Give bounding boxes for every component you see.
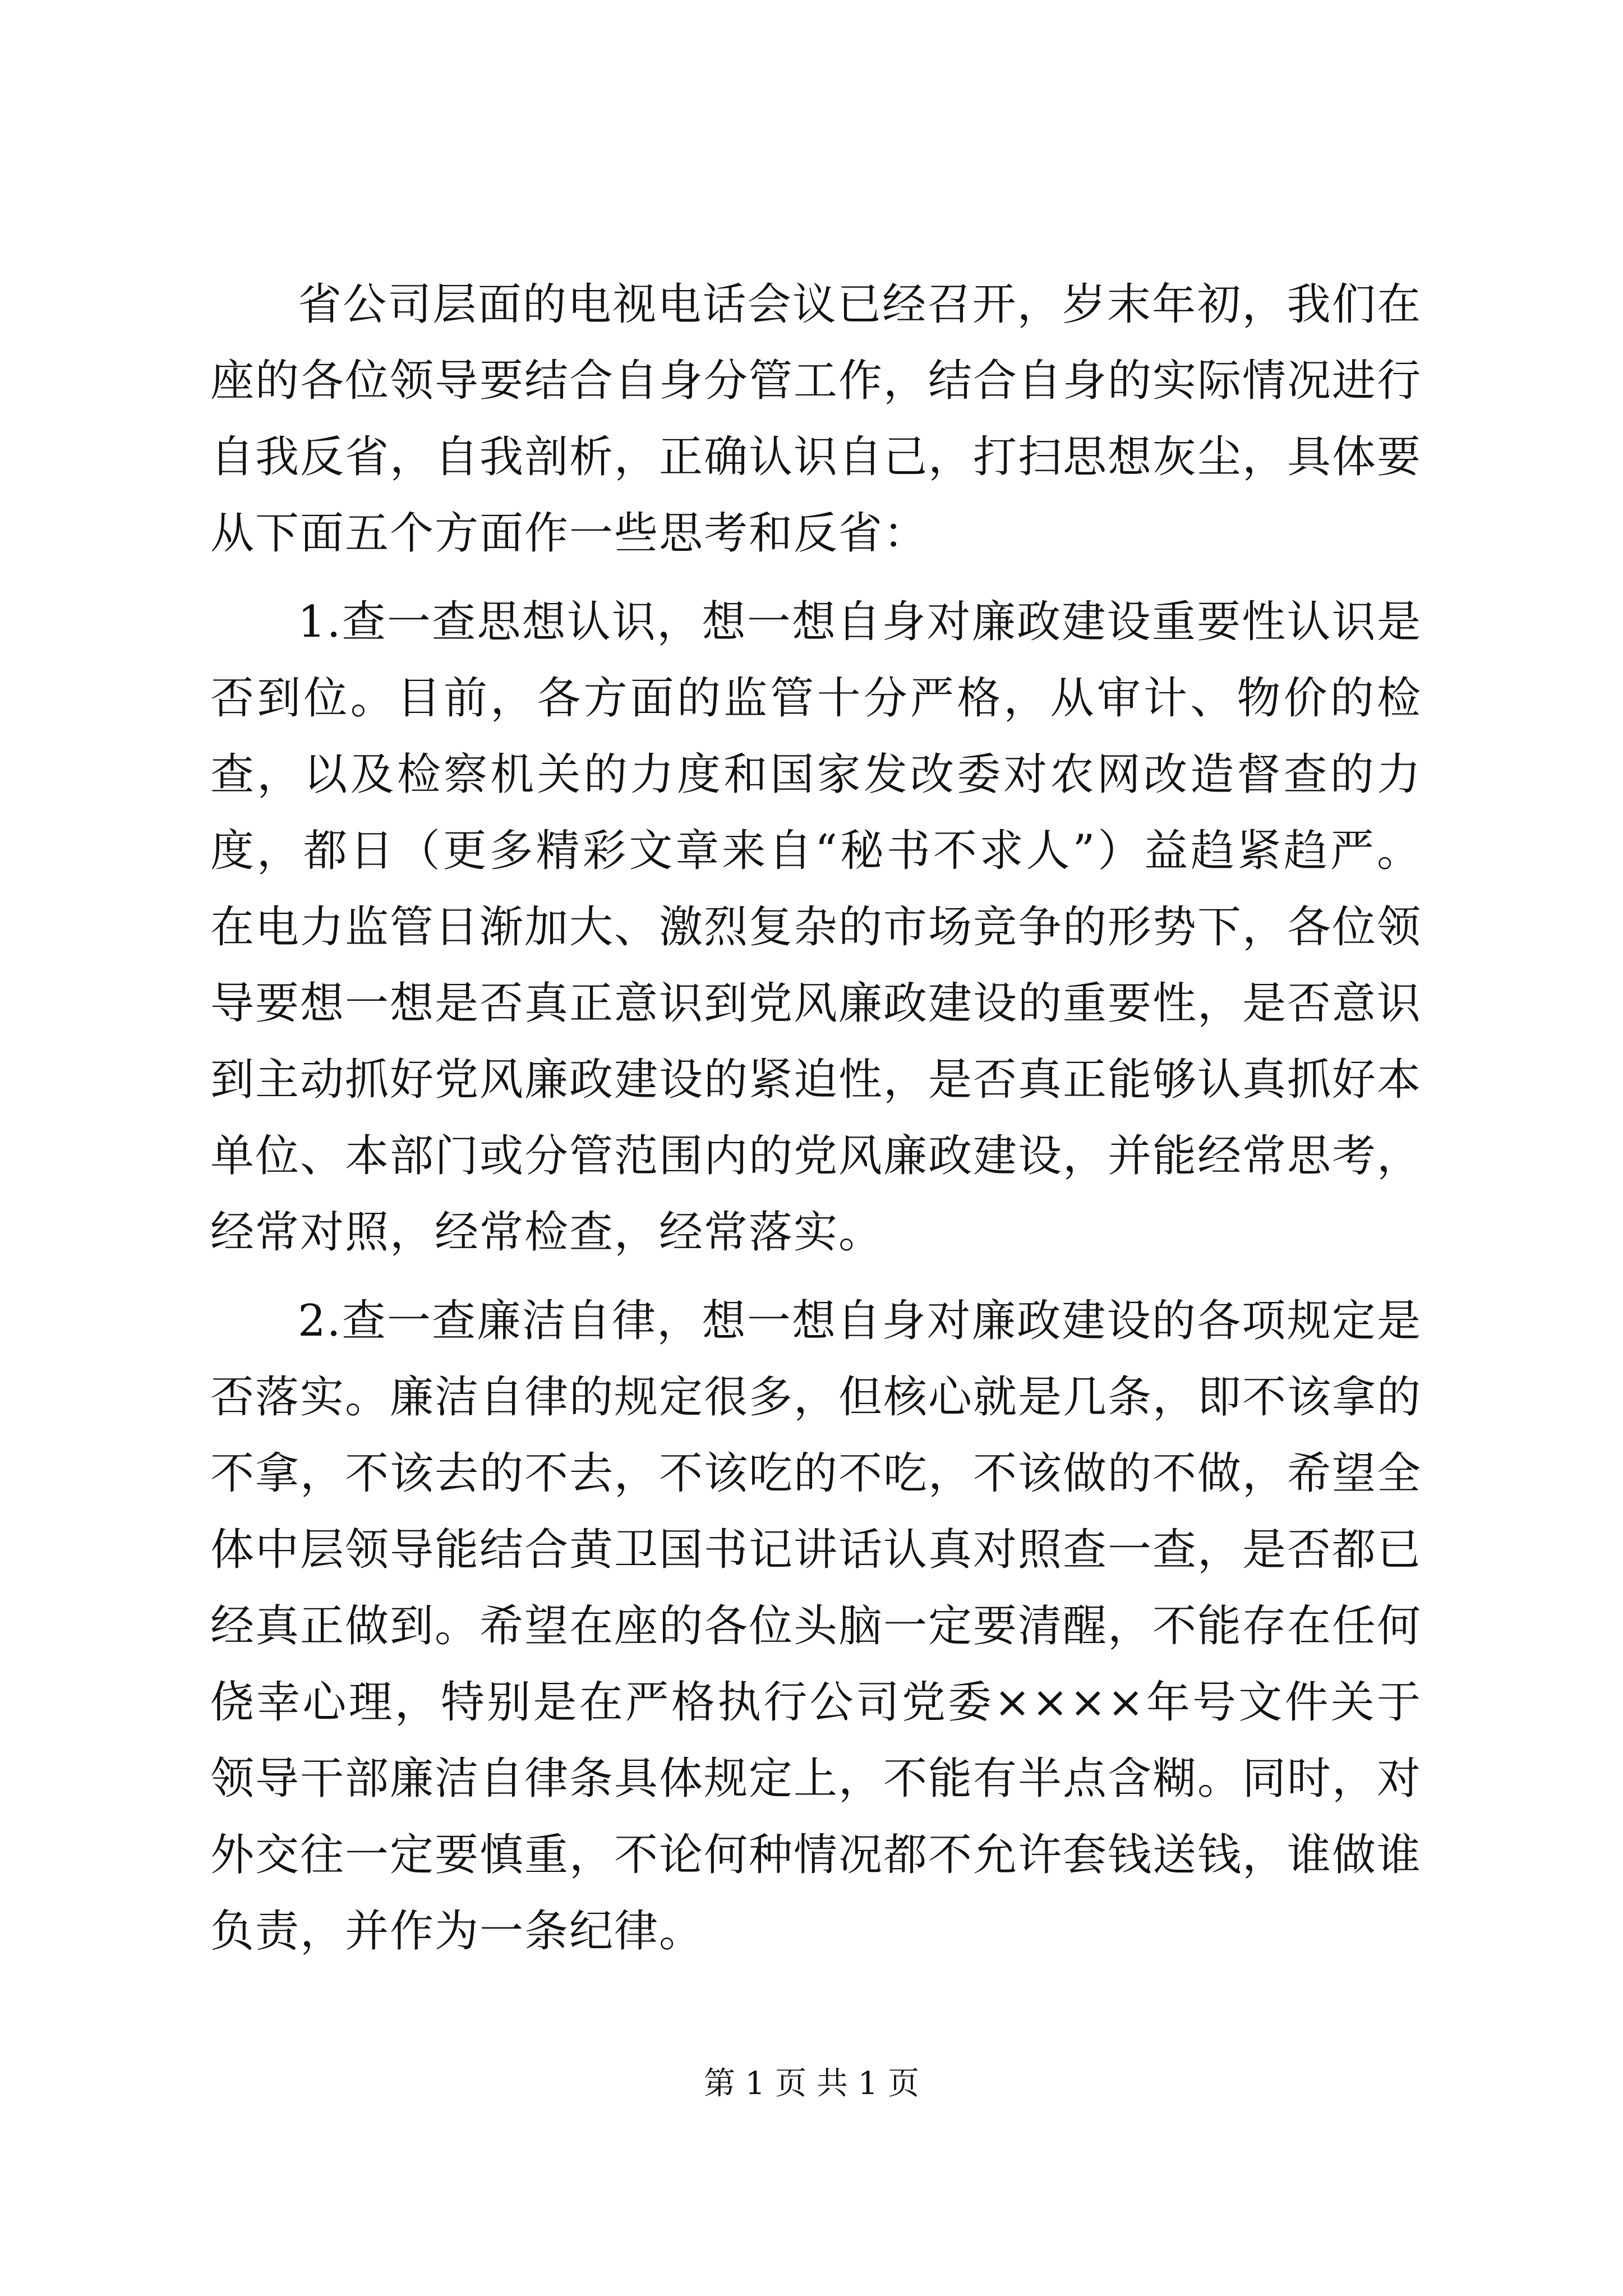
paragraph-item-1: 1.查一查思想认识，想一想自身对廉政建设重要性认识是否到位。目前，各方面的监管十分严格，从审计、物价的检查，以及检察机关的力度和国家发改委对农网改造督查的力度，都日（更多精彩文章来自“秘书不求人”）益趋紧趋严。在电力监管日渐加大、激烈复杂的市场竞争的形势下，各位领导要想一想是否真正意识到党风廉政建设的重要性，是否意识到主动抓好党风廉政建设的紧迫性，是否真正能够认真抓好本单位、本部门或分管范围内的党风廉政建设，并能经常思考，经常对照，经常检查，经常落实。	[210, 597, 1422, 1258]
paragraph-item-2: 2.查一查廉洁自律，想一想自身对廉政建设的各项规定是否落实。廉洁自律的规定很多，但核心就是几条，即不该拿的不拿，不该去的不去，不该吃的不吃，不该做的不做，希望全体中层领导能结合黄卫国书记讲话认真对照查一查，是否都已经真正做到。希望在座的各位头脑一定要清醒，不能存在任何侥幸心理，特别是在严格执行公司党委××××年号文件关于领导干部廉洁自律条具体规定上，不能有半点含糊。同时，对外交往一定要慎重，不论何种情况都不允许套钱送钱，谁做谁负责，并作为一条纪律。	[210, 1296, 1422, 1957]
paragraph-intro: 省公司层面的电视电话会议已经召开，岁末年初，我们在座的各位领导要结合自身分管工作，结合自身的实际情况进行自我反省，自我剖析，正确认识自己，打扫思想灰尘，具体要从下面五个方面作一些思考和反省：	[210, 279, 1422, 559]
page-number-footer: 第 1 页 共 1 页	[703, 2065, 920, 2102]
document-body	[210, 266, 1422, 1970]
